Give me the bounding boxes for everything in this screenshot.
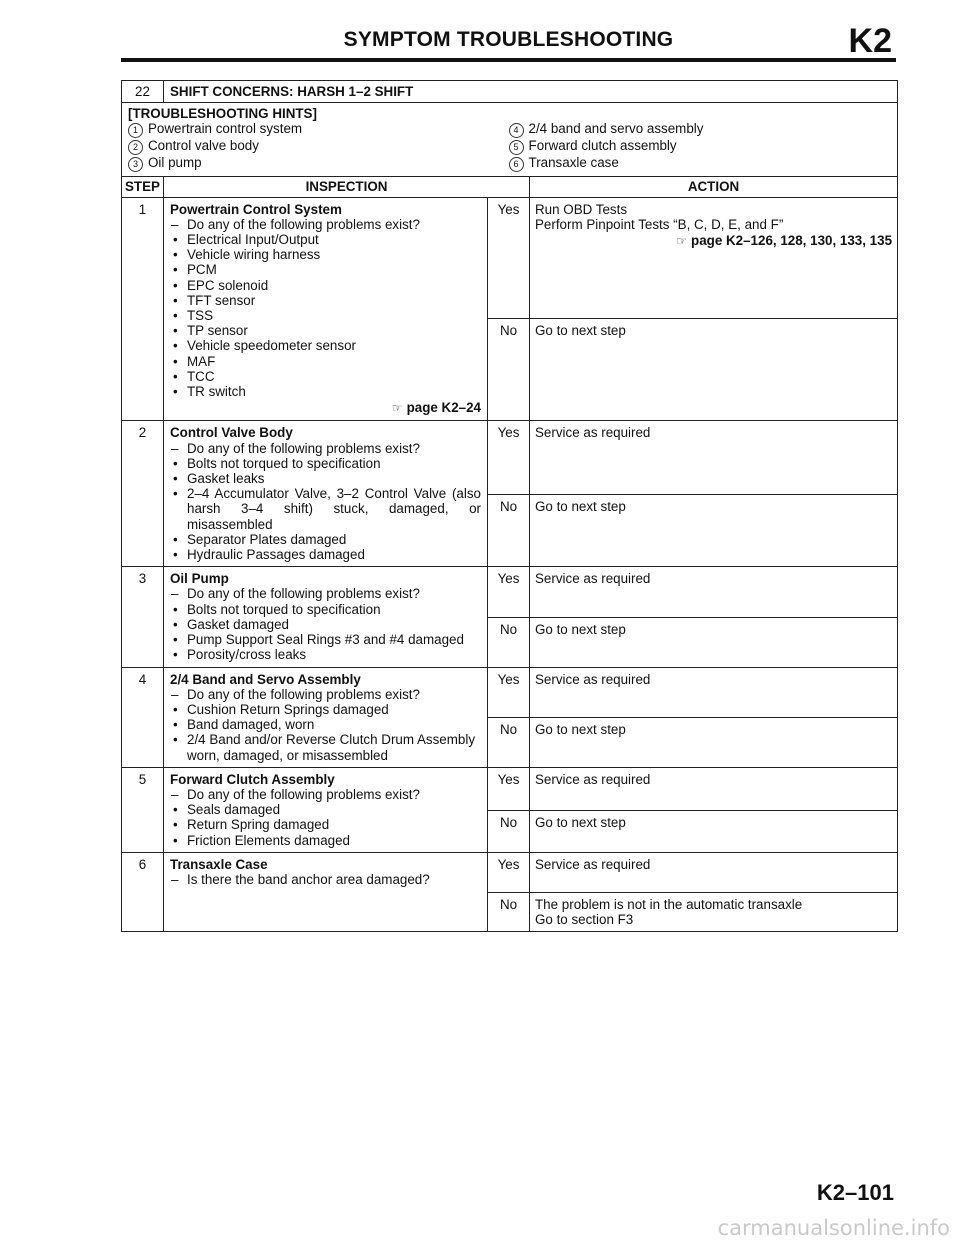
step-number: 2 — [122, 421, 164, 567]
inspection-title: Oil Pump — [170, 571, 229, 587]
yes-label: Yes — [488, 421, 530, 494]
action-line: Go to next step — [535, 814, 626, 830]
circled-number-icon: 4 — [509, 123, 524, 138]
action-line: Go to next step — [535, 322, 626, 338]
inspection-question — [170, 586, 481, 601]
check-item — [170, 817, 481, 832]
yes-action — [530, 667, 898, 718]
check-item — [170, 308, 481, 323]
check-item — [170, 833, 481, 848]
check-item-text: TR switch — [187, 384, 246, 400]
inspection-cell — [164, 667, 488, 767]
bullet-glyph: • — [173, 817, 178, 833]
pointing-hand-icon: ☞ — [676, 234, 688, 249]
check-item-text: 2–4 Accumulator Valve, 3–2 Control Valve (also harsh 3–4 shift) stuck, damaged, or misassembled — [187, 486, 481, 532]
step-number: 4 — [122, 667, 164, 767]
check-item-text: PCM — [187, 262, 217, 278]
question-text: Is there the band anchor area damaged? — [187, 871, 430, 887]
check-item-text: Band damaged, worn — [187, 717, 315, 733]
check-item — [170, 232, 481, 247]
pointing-hand-icon: ☞ — [391, 401, 403, 416]
page-reference — [170, 400, 481, 416]
inspection-cell — [164, 197, 488, 421]
step-row — [122, 567, 898, 618]
question-text: Do any of the following problems exist? — [187, 686, 420, 702]
check-item-text: Vehicle wiring harness — [187, 247, 321, 263]
question-text: Do any of the following problems exist? — [187, 586, 420, 602]
yes-label: Yes — [488, 667, 530, 718]
no-action — [530, 318, 898, 421]
check-item — [170, 384, 481, 399]
step-row — [122, 767, 898, 810]
dash-glyph: – — [171, 440, 179, 456]
bullet-glyph: • — [173, 368, 178, 384]
hint-item — [509, 121, 892, 138]
troubleshooting-table — [121, 80, 898, 932]
hint-item — [509, 138, 892, 155]
check-item-text: Hydraulic Passages damaged — [187, 547, 365, 563]
action-line: Run OBD Tests — [535, 201, 628, 217]
action-line: Service as required — [535, 671, 651, 687]
bullet-glyph: • — [173, 262, 178, 278]
yes-label: Yes — [488, 567, 530, 618]
dash-glyph: – — [171, 586, 179, 602]
check-item — [170, 323, 481, 338]
inspection-title: Transaxle Case — [170, 856, 268, 872]
check-item — [170, 532, 481, 547]
check-item — [170, 602, 481, 617]
page-title: SYMPTOM TROUBLESHOOTING — [343, 28, 674, 51]
hint-text: Control valve body — [148, 138, 259, 154]
dash-glyph: – — [171, 686, 179, 702]
check-item — [170, 278, 481, 293]
hints-heading: [TROUBLESHOOTING HINTS] — [128, 106, 317, 122]
hint-text: Transaxle case — [528, 155, 619, 171]
action-line: Go to next step — [535, 722, 626, 738]
no-action — [530, 892, 898, 931]
check-item-text: Vehicle speedometer sensor — [187, 338, 356, 354]
step-number: 6 — [122, 852, 164, 931]
inspection-column-header: INSPECTION — [164, 177, 530, 197]
step-column-header: STEP — [122, 177, 164, 197]
check-item — [170, 456, 481, 471]
check-item — [170, 802, 481, 817]
check-item — [170, 471, 481, 486]
action-line: Service as required — [535, 771, 651, 787]
dash-glyph: – — [171, 216, 179, 232]
hint-text: Forward clutch assembly — [528, 138, 677, 154]
check-item — [170, 702, 481, 717]
check-item-text: TCC — [187, 368, 215, 384]
table-number: 22 — [122, 81, 164, 103]
check-item — [170, 262, 481, 277]
inspection-question — [170, 787, 481, 802]
check-item-text: 2/4 Band and/or Reverse Clutch Drum Assembly worn, damaged, or misassembled — [187, 732, 476, 763]
check-item — [170, 247, 481, 262]
question-text: Do any of the following problems exist? — [187, 440, 420, 456]
inspection-cell — [164, 852, 488, 931]
bullet-glyph: • — [173, 292, 178, 308]
check-item-text: TSS — [187, 308, 214, 324]
no-label: No — [488, 810, 530, 852]
circled-number-icon: 2 — [128, 140, 143, 155]
action-page-reference — [535, 233, 892, 249]
inspection-cell — [164, 567, 488, 667]
bullet-glyph: • — [173, 832, 178, 848]
check-item-text: Porosity/cross leaks — [187, 647, 307, 663]
yes-action — [530, 421, 898, 494]
step-row — [122, 667, 898, 718]
bullet-glyph: • — [173, 531, 178, 547]
table-title-row — [122, 81, 898, 103]
bullet-glyph: • — [173, 647, 178, 663]
no-action — [530, 618, 898, 667]
check-item-text: Cushion Return Springs damaged — [187, 701, 389, 717]
bullet-glyph: • — [173, 732, 178, 748]
no-label: No — [488, 718, 530, 768]
step-row — [122, 197, 898, 318]
bullet-glyph: • — [173, 308, 178, 324]
bullet-glyph: • — [173, 353, 178, 369]
check-item-text: Electrical Input/Output — [187, 232, 319, 248]
hint-item — [509, 155, 892, 172]
step-number: 5 — [122, 767, 164, 852]
bullet-glyph: • — [173, 338, 178, 354]
check-item-text: Return Spring damaged — [187, 817, 330, 833]
hint-item — [128, 138, 511, 155]
no-label: No — [488, 892, 530, 931]
check-item-text: TFT sensor — [187, 292, 256, 308]
action-line: Go to next step — [535, 622, 626, 638]
no-action — [530, 718, 898, 768]
inspection-question — [170, 217, 481, 232]
action-page-reference-text: page K2–126, 128, 130, 133, 135 — [691, 233, 893, 249]
check-item — [170, 732, 481, 762]
check-item — [170, 369, 481, 384]
bullet-glyph: • — [173, 547, 178, 563]
circled-number-icon: 3 — [128, 157, 143, 172]
hint-item — [128, 155, 511, 172]
action-column-header: ACTION — [530, 177, 898, 197]
hint-text: Powertrain control system — [148, 121, 303, 137]
page-number: K2–101 — [816, 1180, 894, 1205]
action-line: The problem is not in the automatic transaxle — [535, 896, 803, 912]
yes-label: Yes — [488, 767, 530, 810]
check-item-text: EPC solenoid — [187, 277, 269, 293]
check-item — [170, 338, 481, 353]
check-item — [170, 547, 481, 562]
action-line: Perform Pinpoint Tests “B, C, D, E, and F” — [535, 216, 784, 232]
no-label: No — [488, 494, 530, 566]
yes-action — [530, 197, 898, 318]
no-label: No — [488, 618, 530, 667]
action-line: Go to section F3 — [535, 911, 634, 927]
hints-left-column — [128, 121, 511, 172]
bullet-glyph: • — [173, 601, 178, 617]
check-item-text: Seals damaged — [187, 802, 281, 818]
bullet-glyph: • — [173, 277, 178, 293]
dash-glyph: – — [171, 871, 179, 887]
action-line: Service as required — [535, 571, 651, 587]
inspection-question — [170, 687, 481, 702]
no-label: No — [488, 318, 530, 421]
bullet-glyph: • — [173, 616, 178, 632]
check-item-text: Bolts not torqued to specification — [187, 601, 381, 617]
check-item-text: Gasket leaks — [187, 471, 265, 487]
hint-text: 2/4 band and servo assembly — [528, 121, 704, 137]
section-code: K2 — [848, 22, 892, 60]
step-row — [122, 421, 898, 494]
bullet-glyph: • — [173, 632, 178, 648]
hints-row — [122, 103, 898, 177]
check-item-text: Bolts not torqued to specification — [187, 455, 381, 471]
no-action — [530, 494, 898, 566]
no-action — [530, 810, 898, 852]
inspection-cell — [164, 767, 488, 852]
inspection-question — [170, 872, 481, 887]
table-title: SHIFT CONCERNS: HARSH 1–2 SHIFT — [164, 81, 898, 103]
bullet-glyph: • — [173, 486, 178, 502]
check-item — [170, 717, 481, 732]
page-header — [121, 20, 896, 62]
check-item-text: Gasket damaged — [187, 616, 289, 632]
hint-text: Oil pump — [148, 155, 202, 171]
step-row — [122, 852, 898, 892]
circled-number-icon: 5 — [509, 140, 524, 155]
check-item — [170, 354, 481, 369]
bullet-glyph: • — [173, 455, 178, 471]
bullet-glyph: • — [173, 701, 178, 717]
column-header-row — [122, 177, 898, 197]
action-line: Go to next step — [535, 498, 626, 514]
check-item — [170, 293, 481, 308]
yes-label: Yes — [488, 852, 530, 892]
inspection-cell — [164, 421, 488, 567]
troubleshooting-hints — [122, 103, 898, 177]
inspection-title: 2/4 Band and Servo Assembly — [170, 671, 361, 687]
inspection-title: Powertrain Control System — [170, 201, 342, 217]
inspection-question — [170, 441, 481, 456]
inspection-title: Forward Clutch Assembly — [170, 771, 335, 787]
yes-action — [530, 567, 898, 618]
bullet-glyph: • — [173, 384, 178, 400]
yes-action — [530, 852, 898, 892]
bullet-glyph: • — [173, 247, 178, 263]
yes-label: Yes — [488, 197, 530, 318]
inspection-title: Control Valve Body — [170, 425, 293, 441]
watermark: carmanualsonline.info — [717, 1216, 950, 1240]
question-text: Do any of the following problems exist? — [187, 786, 420, 802]
circled-number-icon: 1 — [128, 123, 143, 138]
bullet-glyph: • — [173, 323, 178, 339]
bullet-glyph: • — [173, 717, 178, 733]
dash-glyph: – — [171, 786, 179, 802]
action-line: Service as required — [535, 856, 651, 872]
step-number: 1 — [122, 197, 164, 421]
check-item-text: Separator Plates damaged — [187, 531, 347, 547]
bullet-glyph: • — [173, 232, 178, 248]
check-item-text: Friction Elements damaged — [187, 832, 350, 848]
step-number: 3 — [122, 567, 164, 667]
hints-right-column — [509, 121, 892, 172]
bullet-glyph: • — [173, 471, 178, 487]
bullet-glyph: • — [173, 802, 178, 818]
check-item — [170, 647, 481, 662]
check-item-text: TP sensor — [187, 323, 248, 339]
page-reference-text: page K2–24 — [406, 400, 481, 416]
hint-item — [128, 121, 511, 138]
check-item — [170, 617, 481, 632]
question-text: Do any of the following problems exist? — [187, 216, 420, 232]
check-item-text: MAF — [187, 353, 216, 369]
action-line: Service as required — [535, 425, 651, 441]
check-item — [170, 486, 481, 532]
yes-action — [530, 767, 898, 810]
circled-number-icon: 6 — [509, 157, 524, 172]
check-item — [170, 632, 481, 647]
check-item-text: Pump Support Seal Rings #3 and #4 damaged — [187, 632, 464, 648]
